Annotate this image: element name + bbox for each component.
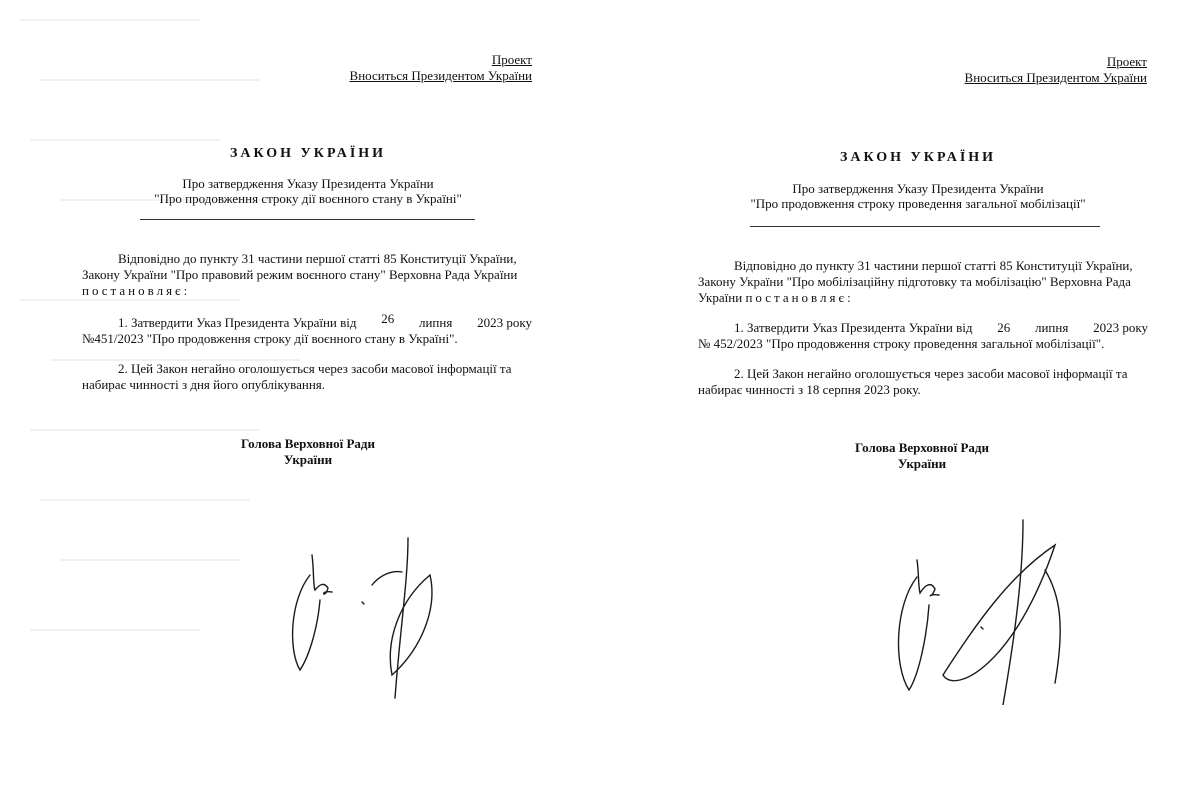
signature	[895, 515, 1075, 705]
item-1-month: липня	[1034, 320, 1069, 335]
draft-label: Проект	[491, 52, 532, 67]
signatory-title	[222, 436, 394, 468]
item-2	[698, 366, 1148, 398]
signatory-line-1: Голова Верховної Ради	[241, 436, 375, 451]
resolves-text: постановляє:	[745, 290, 854, 305]
preamble-line-2: Закону України "Про мобілізаційну підготовку та мобілізацію" Верховна Рада	[698, 274, 1131, 289]
item-2-line-1: 2. Цей Закон негайно оголошується через засоби масової інформації та	[734, 366, 1128, 381]
item-2	[82, 361, 532, 393]
item-1-start: 1. Затвердити Указ Президента України від	[118, 315, 357, 330]
subtitle-line-1: Про затвердження Указу Президента України	[182, 176, 434, 191]
preamble-line-1: Відповідно до пункту 31 частини першої статті 85 Конституції України,	[734, 258, 1133, 273]
title-underline	[750, 226, 1100, 227]
submitted-by-label: Вноситься Президентом України	[964, 70, 1147, 85]
item-1-year: 2023 року	[477, 315, 532, 330]
item-1	[82, 311, 532, 347]
item-2-line-1: 2. Цей Закон негайно оголошується через засоби масової інформації та	[118, 361, 512, 376]
item-1-month: липня	[418, 315, 453, 330]
item-1-line-2: № 452/2023 "Про продовження строку проведення загальної мобілізації".	[698, 336, 1105, 351]
law-title: ЗАКОН УКРАЇНИ	[839, 150, 997, 165]
submitted-by-label: Вноситься Президентом України	[349, 68, 532, 83]
law-subtitle	[618, 181, 1200, 211]
signatory-title	[836, 440, 1008, 472]
law-title: ЗАКОН УКРАЇНИ	[229, 146, 387, 161]
subtitle-line-2: "Про продовження строку проведення загальної мобілізації"	[750, 196, 1086, 211]
subtitle-line-1: Про затвердження Указу Президента України	[792, 181, 1044, 196]
item-2-line-2: набирає чинності з 18 серпня 2023 року.	[698, 382, 921, 397]
signatory-line-2: України	[897, 456, 947, 471]
preamble	[82, 251, 532, 299]
draft-header	[965, 54, 1147, 86]
item-1-line-1	[698, 320, 1148, 336]
document-page-right	[610, 0, 1200, 800]
item-1-start: 1. Затвердити Указ Президента України від	[734, 320, 973, 335]
signatory-line-2: України	[283, 452, 333, 467]
item-1	[698, 320, 1148, 352]
item-1-day: 26	[381, 311, 395, 326]
draft-header	[350, 52, 532, 84]
resolves-text: постановляє:	[82, 283, 191, 298]
item-1-day: 26	[997, 320, 1011, 335]
law-subtitle	[8, 176, 608, 206]
title-underline	[140, 219, 475, 220]
signature	[280, 530, 460, 700]
item-1-line-2: №451/2023 "Про продовження строку дії воєнного стану в Україні".	[82, 331, 458, 346]
item-1-line-1	[82, 311, 532, 331]
preamble-line-2: Закону України "Про правовий режим воєнного стану" Верховна Рада України	[82, 267, 518, 282]
item-2-line-2: набирає чинності з дня його опублікування.	[82, 377, 326, 392]
signatory-line-1: Голова Верховної Ради	[855, 440, 989, 455]
subtitle-line-2: "Про продовження строку дії воєнного стану в Україні"	[154, 191, 462, 206]
preamble-line-1: Відповідно до пункту 31 частини першої статті 85 Конституції України,	[118, 251, 517, 266]
draft-label: Проект	[1106, 54, 1147, 69]
resolves-prefix: України	[698, 290, 743, 305]
preamble	[698, 258, 1148, 306]
resolves-line	[698, 290, 1148, 306]
item-1-year: 2023 року	[1093, 320, 1148, 335]
